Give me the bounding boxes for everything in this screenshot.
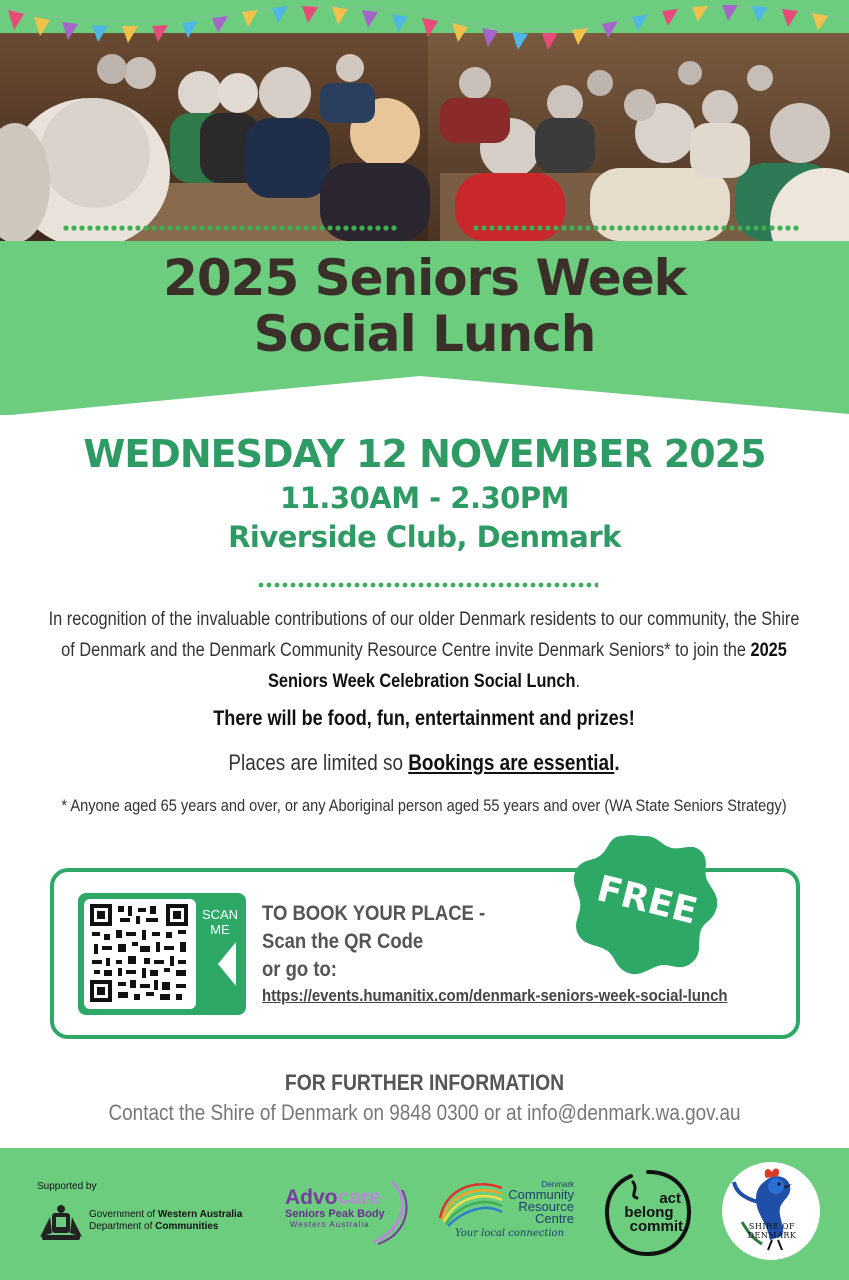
title-line-2: Social Lunch: [253, 305, 596, 363]
title-line-1: 2025 Seniors Week: [163, 249, 686, 307]
crc-small-label: Denmark: [541, 1180, 574, 1189]
advocare-name-b: care: [337, 1186, 381, 1209]
intro-end: .: [575, 671, 581, 692]
eligibility-note: * Anyone aged 65 years and over, or any Aboriginal person aged 55 years and over (WA State Seniors Strategy): [61, 796, 787, 815]
abc-line-3: commit: [629, 1218, 683, 1235]
header-wedge: [0, 376, 849, 416]
advocare-swoosh-icon: [372, 1180, 412, 1246]
crc-tagline: Your local connection: [455, 1228, 565, 1239]
crc-line-1: Community: [508, 1187, 574, 1202]
advocare-name-a: Advo: [285, 1186, 338, 1209]
bookings-notice: [40, 750, 809, 776]
booking-line-1: TO BOOK YOUR PLACE -: [262, 902, 486, 925]
community-resource-centre-swirl-icon: [436, 1178, 506, 1228]
wa-line-2-prefix: Department of: [89, 1221, 156, 1232]
wa-line-2-bold: Communities: [155, 1221, 219, 1232]
highlights-text: There will be food, fun, entertainment and prizes!: [213, 707, 635, 730]
qr-code[interactable]: [90, 904, 188, 1002]
booking-url-link[interactable]: https://events.humanitix.com/denmark-seniors-week-social-lunch: [262, 986, 728, 1005]
places-end: .: [614, 750, 620, 775]
abc-line-1: act: [659, 1190, 681, 1207]
intro-text: In recognition of the invaluable contributions of our older Denmark residents to our community, the Shire of Denmark and the Denmark Community Resource Centre invite Denmark Seniors* to join the: [48, 609, 800, 661]
crc-line-3: Centre: [534, 1211, 574, 1226]
wa-line-1-bold: Western Australia: [157, 1209, 243, 1220]
event-photo: [0, 33, 849, 241]
wa-line-1-prefix: Government of: [89, 1209, 158, 1220]
info-heading: FOR FURTHER INFORMATION: [284, 1070, 565, 1095]
intro-event-name: 2025 Seniors Week Celebration Social Lunch: [267, 640, 787, 692]
intro-paragraph: [40, 604, 809, 697]
dot-divider-middle: [258, 582, 598, 588]
dot-divider-left: [62, 224, 402, 232]
advocare-logo: [285, 1186, 385, 1229]
shire-of-denmark-wren-icon: [722, 1162, 820, 1260]
community-resource-centre-logo-text: [498, 1180, 574, 1225]
dot-divider-right: [472, 224, 812, 232]
wa-government-crest-icon: [38, 1203, 84, 1243]
act-belong-commit-text: [611, 1192, 687, 1234]
scan-arrow-icon: [218, 942, 238, 986]
advocare-subtitle-2: Western Australia: [290, 1220, 370, 1229]
booking-line-2: Scan the QR Code: [262, 930, 424, 953]
event-title: [0, 250, 849, 362]
shire-logo-text: SHIRE OF DENMARK: [747, 1222, 797, 1240]
bunting-decoration: [0, 0, 849, 60]
booking-instructions: [262, 900, 485, 984]
places-prefix: Places are limited so: [228, 750, 409, 775]
crc-line-2: Resource: [518, 1199, 574, 1214]
supported-by-label: Supported by: [37, 1181, 97, 1192]
abc-line-2: belong: [624, 1204, 674, 1221]
scan-me-label: SCAN ME: [201, 907, 239, 937]
event-time: 11.30AM - 2.30PM: [280, 481, 569, 515]
event-date: WEDNESDAY 12 NOVEMBER 2025: [83, 432, 766, 476]
free-label: FREE: [592, 868, 702, 933]
advocare-subtitle: Seniors Peak Body: [285, 1208, 385, 1220]
contact-text: Contact the Shire of Denmark on 9848 0300 or at info@denmark.wa.gov.au: [108, 1100, 741, 1125]
event-venue: Riverside Club, Denmark: [228, 520, 621, 554]
bookings-essential: Bookings are essential: [408, 750, 615, 775]
booking-line-3: or go to:: [262, 958, 337, 981]
wa-government-logo-text: [89, 1209, 242, 1233]
